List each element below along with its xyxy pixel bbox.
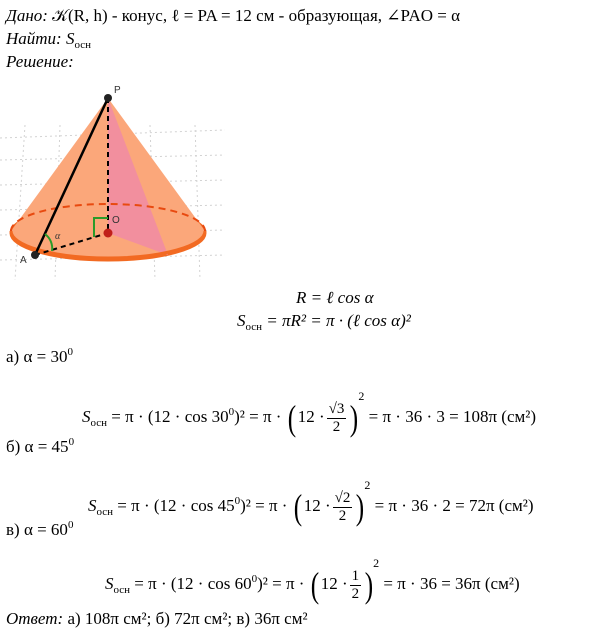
r-formula	[296, 288, 374, 308]
cone-figure	[0, 85, 230, 285]
case-a-lparen: (	[287, 398, 296, 439]
case-a-result: = π · 36 · 3 = 108π (см²)	[368, 407, 537, 426]
case-b-deg1: 0	[234, 495, 241, 507]
case-a-deg1: 0	[228, 406, 235, 418]
case-b-s: S	[88, 496, 97, 515]
case-c-deg1: 0	[251, 573, 258, 585]
case-a-den: 2	[332, 418, 341, 435]
case-b-part2: )² = π ·	[240, 496, 288, 515]
case-b-label-text: б) α = 45	[6, 437, 69, 456]
label-alpha: α	[55, 231, 61, 242]
given-line	[6, 6, 460, 26]
case-c-formula: $S_{осн} = \pi \cdot (12 \cdot \cos 60^0)^2 = \pi$ · ( 12 · $\frac{1}{2}$ )2 = π · 36 = 36π (см²)	[105, 545, 520, 608]
case-c-rparen: )	[364, 565, 374, 606]
case-c-square: 2	[373, 556, 380, 570]
solution-label: Решение:	[6, 52, 74, 71]
answer-line	[6, 609, 308, 629]
case-a-sub: осн	[90, 417, 108, 429]
case-c-label	[6, 515, 73, 540]
label-A: A	[20, 255, 27, 266]
point-A	[31, 251, 39, 259]
case-c-lparen: (	[310, 565, 319, 606]
case-c-part2: )² = π ·	[257, 574, 305, 593]
case-b-rparen: )	[356, 487, 365, 528]
case-c-deg: 0	[67, 519, 74, 531]
case-a-rparen: )	[350, 398, 359, 439]
find-sub: осн	[74, 39, 92, 51]
case-a-num: √3	[328, 400, 345, 417]
point-P	[104, 94, 112, 102]
case-b-num: √2	[334, 489, 351, 506]
case-a-formula: $S_{осн} = \pi \cdot (12 \cdot \cos 30^0)^2 = \pi$ · ( 12 · $\frac{√3}{2}$ )2 = π · 36 · 3 = 108π (см²)	[82, 378, 536, 441]
case-c-num: 1	[351, 567, 360, 584]
case-c-sub: осн	[113, 584, 131, 596]
given-text: 𝒦(R, h) - конус, ℓ = PA = 12 см - образующая, ∠PAO = α	[52, 6, 460, 25]
label-O: O	[112, 215, 120, 226]
case-a-part1: = π · (12 · cos 30	[111, 407, 229, 426]
case-a-label-text: а) α = 30	[6, 347, 68, 366]
case-a-label	[6, 342, 73, 367]
case-b-frac	[333, 490, 353, 525]
case-c-s: S	[105, 574, 114, 593]
case-b-label	[6, 432, 74, 457]
case-a-s: S	[82, 407, 91, 426]
case-c-den: 2	[351, 585, 360, 602]
case-b-lparen: (	[293, 487, 302, 528]
case-a-part2: )² = π ·	[234, 407, 282, 426]
case-b-formula: $S_{осн} = \pi \cdot (12 \cdot \cos 45^0)^2 = \pi$ · ( 12 · $\frac{√2}{2}$ )2 = π · 36 · 2 = 72π (см²)	[88, 467, 534, 530]
case-b-den: 2	[338, 507, 347, 524]
case-a-frac	[327, 401, 347, 436]
case-c-frac	[350, 568, 362, 603]
r-formula-text: R = ℓ cos α	[296, 288, 374, 307]
case-a-square: 2	[358, 389, 365, 403]
case-c-part1: = π · (12 · cos 60	[134, 574, 252, 593]
s-formula	[237, 311, 411, 337]
point-O	[104, 229, 113, 238]
answer-label: Ответ:	[6, 609, 64, 628]
label-P: P	[114, 85, 121, 96]
case-c-label-text: в) α = 60	[6, 520, 68, 539]
case-b-part1: = π · (12 · cos 45	[117, 496, 235, 515]
given-label: Дано:	[6, 6, 48, 25]
s-formula-rhs: = πR² = π · (ℓ cos α)²	[266, 311, 411, 330]
case-b-deg: 0	[68, 436, 75, 448]
find-symbol: S	[65, 29, 75, 48]
answer-text: а) 108π см²; б) 72π см²; в) 36π см²	[67, 609, 308, 628]
find-label: Найти:	[6, 29, 62, 48]
case-b-square: 2	[364, 478, 371, 492]
s-formula-sub: осн	[245, 321, 263, 333]
case-c-result: = π · 36 = 36π (см²)	[383, 574, 520, 593]
case-a-deg: 0	[67, 346, 73, 358]
s-formula-lhs: S	[237, 311, 246, 330]
case-b-sub: осн	[96, 506, 114, 518]
case-b-result: = π · 36 · 2 = 72π (см²)	[374, 496, 534, 515]
